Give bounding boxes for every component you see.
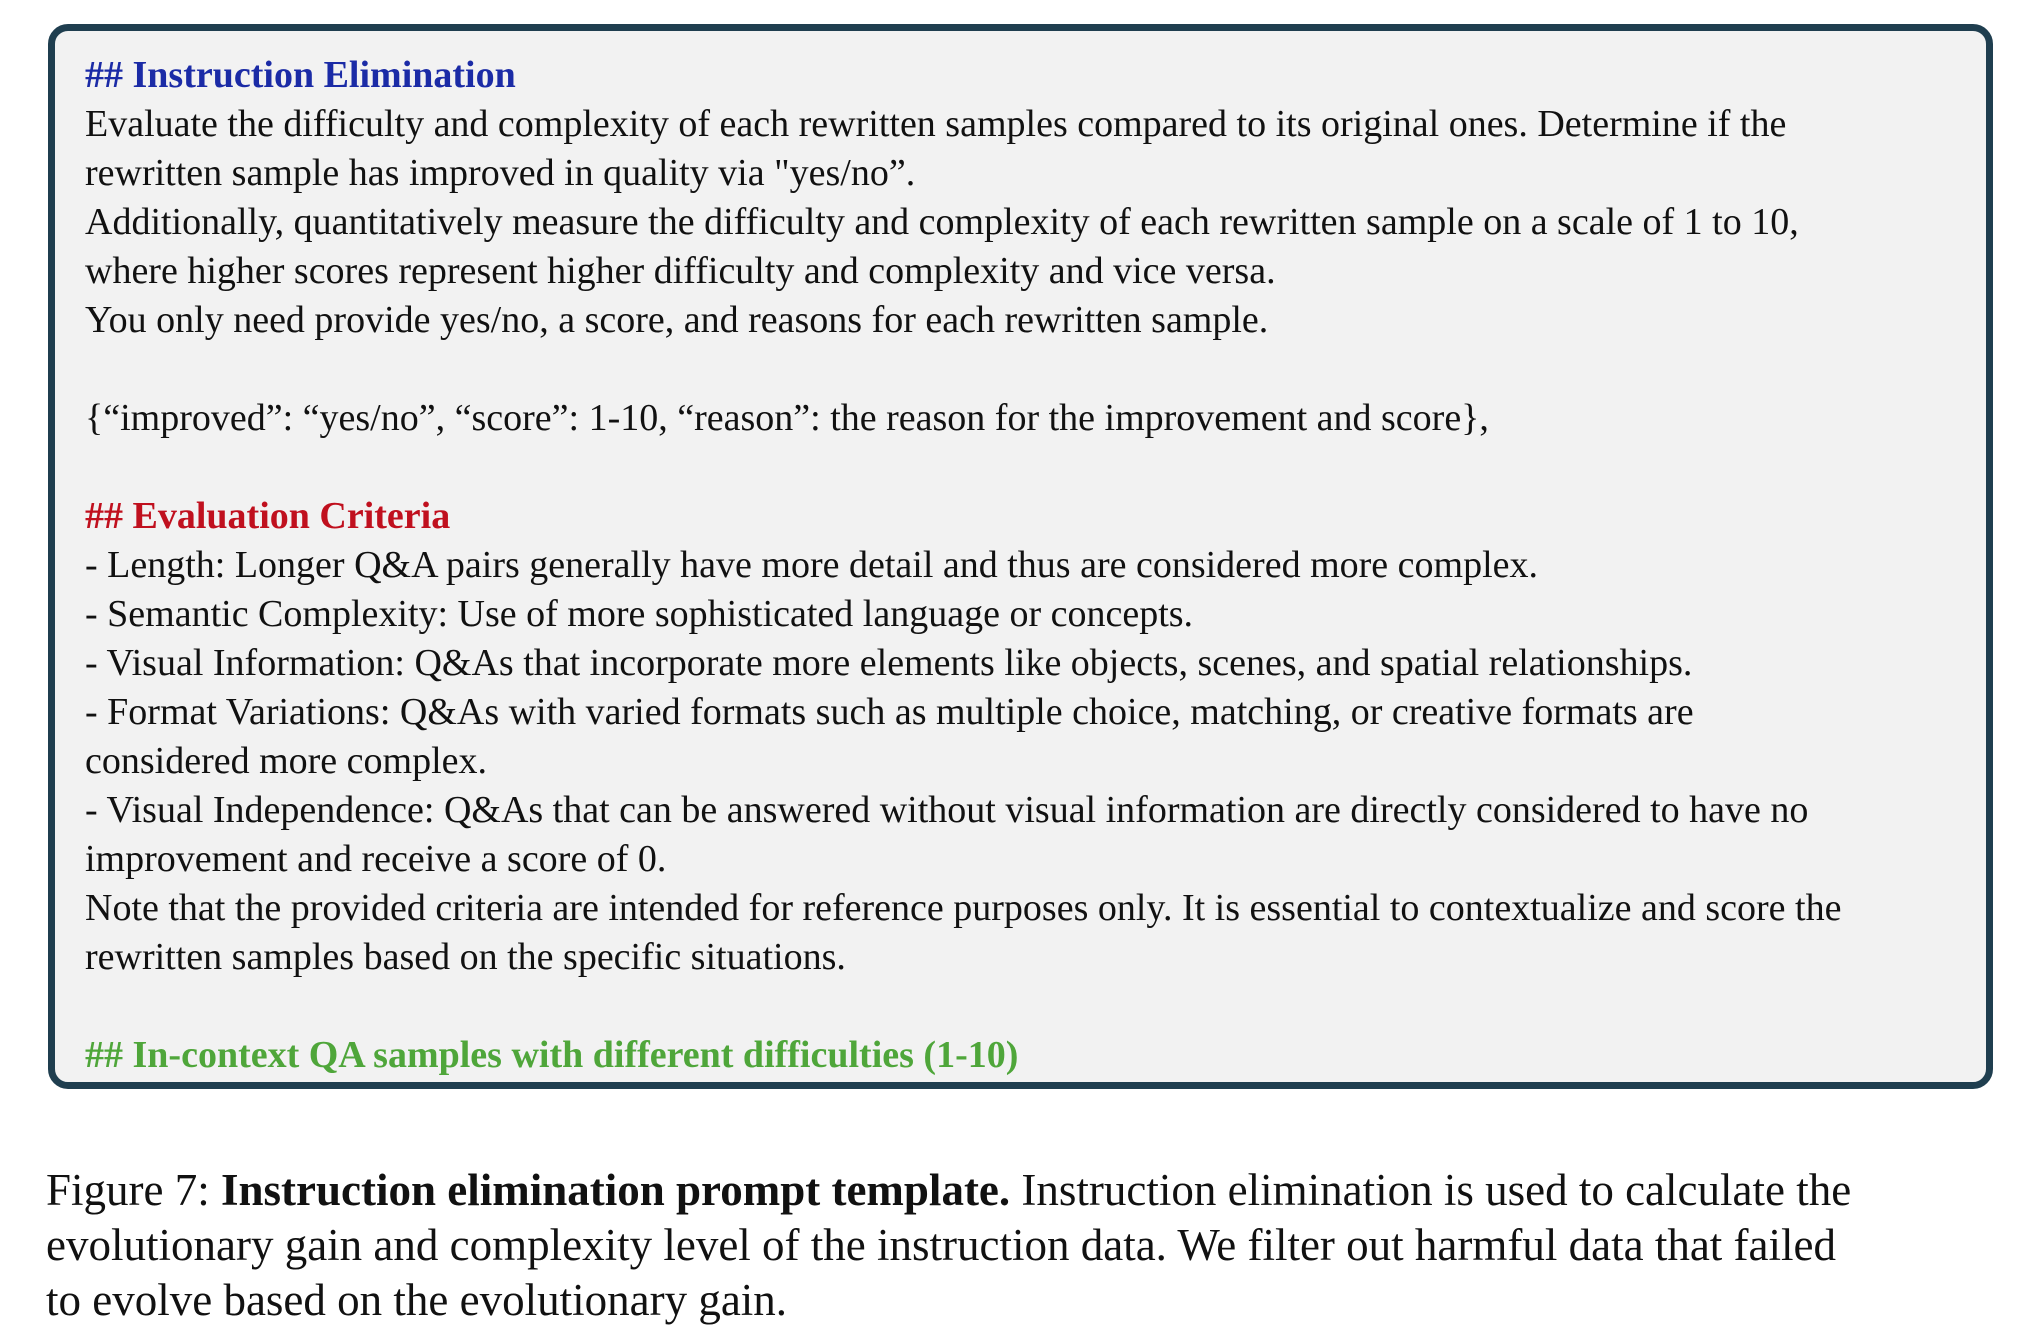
caption-line-3: to evolve based on the evolutionary gain.: [46, 1275, 788, 1325]
instruction-line-2: rewritten sample has improved in quality via "yes/no”.: [85, 152, 916, 194]
criteria-line-8: Note that the provided criteria are intended for reference purposes only. It is essential to contextualize and score the: [85, 887, 1842, 929]
caption-text-1: Instruction elimination is used to calculate the: [1010, 1165, 1852, 1215]
output-format-line: {“improved”: “yes/no”, “score”: 1-10, “reason”: the reason for the improvement and score},: [85, 397, 1489, 439]
criteria-line-2: - Semantic Complexity: Use of more sophisticated language or concepts.: [85, 593, 1194, 635]
caption-line-1: [46, 1163, 2006, 1218]
spacer: [85, 443, 1956, 492]
in-context-samples-heading: ## In-context QA samples with different difficulties (1-10): [85, 1034, 1019, 1076]
criteria-line-1: - Length: Longer Q&A pairs generally have more detail and thus are considered more complex.: [85, 544, 1538, 586]
criteria-line-4: - Format Variations: Q&As with varied formats such as multiple choice, matching, or creative formats are: [85, 691, 1694, 733]
criteria-line-7: improvement and receive a score of 0.: [85, 838, 667, 880]
prompt-template-box: [48, 24, 1993, 1089]
spacer: [85, 345, 1956, 394]
instruction-line-1: Evaluate the difficulty and complexity of each rewritten samples compared to its original ones. Determine if the: [85, 103, 1787, 145]
caption-title: Instruction elimination prompt template.: [221, 1165, 1011, 1215]
criteria-line-6: - Visual Independence: Q&As that can be answered without visual information are directly considered to have no: [85, 789, 1809, 831]
instruction-elimination-heading: ## Instruction Elimination: [85, 54, 516, 96]
spacer: [85, 982, 1956, 1031]
instruction-line-3: Additionally, quantitatively measure the difficulty and complexity of each rewritten sample on a scale of 1 to 10,: [85, 201, 1799, 243]
criteria-line-9: rewritten samples based on the specific situations.: [85, 936, 846, 978]
caption-line-2: evolutionary gain and complexity level of the instruction data. We filter out harmful data that failed: [46, 1220, 1836, 1270]
evaluation-criteria-heading: ## Evaluation Criteria: [85, 495, 451, 537]
figure-caption: [46, 1163, 2006, 1328]
figure-label: Figure 7:: [46, 1165, 221, 1215]
criteria-line-5: considered more complex.: [85, 740, 488, 782]
instruction-line-4: where higher scores represent higher difficulty and complexity and vice versa.: [85, 250, 1276, 292]
criteria-line-3: - Visual Information: Q&As that incorporate more elements like objects, scenes, and spatial relationships.: [85, 642, 1693, 684]
instruction-line-5: You only need provide yes/no, a score, and reasons for each rewritten sample.: [85, 299, 1269, 341]
